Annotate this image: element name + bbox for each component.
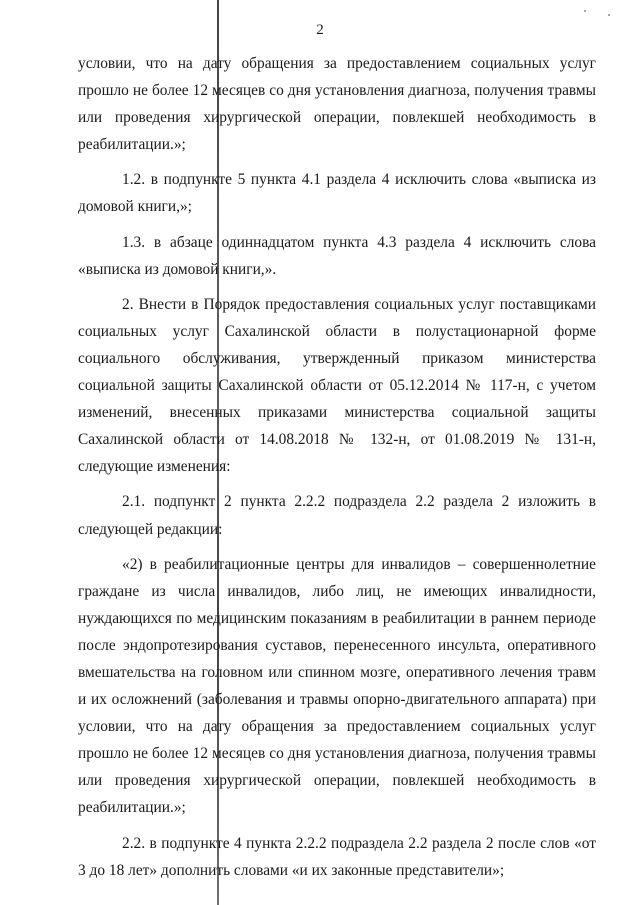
paragraph-1-3 xyxy=(78,229,596,283)
text-line: реабилитации.»; xyxy=(78,799,186,817)
text-line: социальной защиты Сахалинской области от 05.12.2014 № 117-н, с учетом xyxy=(78,377,596,395)
text-line: 2. Внести в Порядок предоставления социальных услуг поставщиками xyxy=(122,295,596,313)
text-line: следующей редакции: xyxy=(78,520,223,538)
text-line: 2.2. в подпункте 4 пункта 2.2.2 подраздела 2.2 раздела 2 после слов «от xyxy=(122,834,596,852)
text-line: или проведения хирургической операции, повлекшей необходимость в xyxy=(78,772,596,790)
text-line: социальных услуг Сахалинской области в полустационарной форме xyxy=(78,322,596,340)
text-line: 2.1. подпункт 2 пункта 2.2.2 подраздела 2.2 раздела 2 изложить в xyxy=(122,493,596,511)
text-line: «выписка из домовой книги,». xyxy=(78,260,277,278)
text-line: домовой книги,»; xyxy=(78,198,192,216)
paragraph-2-2 xyxy=(78,830,596,884)
text-line: вмешательства на головном или спинном мозге, оперативного лечения травм xyxy=(78,663,596,681)
text-line: прошло не более 12 месяцев со дня установления диагноза, получения травмы xyxy=(78,82,596,100)
paragraph-2 xyxy=(78,291,596,481)
text-line: «2) в реабилитационные центры для инвалидов – совершеннолетние xyxy=(122,555,596,573)
text-line: граждане из числа инвалидов, либо лиц, не имеющих инвалидности, xyxy=(78,582,596,600)
paragraph-1-2 xyxy=(78,166,596,220)
text-line: изменений, внесенных приказами министерства социальной защиты xyxy=(78,404,596,422)
text-line: условии, что на дату обращения за предоставлением социальных услуг xyxy=(78,55,596,72)
text-line: или проведения хирургической операции, повлекшей необходимость в xyxy=(78,109,596,127)
text-line: условии, что на дату обращения за предоставлением социальных услуг xyxy=(78,718,596,736)
page-number: 2 xyxy=(316,22,324,38)
text-line: социального обслуживания, утвержденный приказом министерства xyxy=(78,349,596,367)
text-line: после эндопротезирования суставов, перенесенного инсульта, оперативного xyxy=(78,636,596,654)
text-line: прошло не более 12 месяцев со дня установления диагноза, получения травмы xyxy=(78,745,596,763)
text-line: 1.2. в подпункте 5 пункта 4.1 раздела 4 исключить слова «выписка из xyxy=(122,171,596,189)
paragraph-2-1 xyxy=(78,488,596,542)
text-line: Сахалинской области от 14.08.2018 № 132-н, от 01.08.2019 № 131-н, xyxy=(78,431,596,449)
text-line: 3 до 18 лет» дополнить словами «и их законные представители»; xyxy=(78,861,505,879)
paragraph-1-continuation xyxy=(78,50,596,158)
text-line: нуждающихся по медицинским показаниям в реабилитации в раннем периоде xyxy=(78,609,596,627)
scan-artifact-dot xyxy=(584,10,586,12)
quoted-subparagraph-2 xyxy=(78,551,596,822)
document-body xyxy=(78,50,596,884)
text-line: 1.3. в абзаце одиннадцатом пункта 4.3 раздела 4 исключить слова xyxy=(122,233,596,251)
text-line: следующие изменения: xyxy=(78,458,231,476)
scan-artifact-dot xyxy=(608,14,610,16)
text-line: и их осложнений (заболевания и травмы опорно-двигательного аппарата) при xyxy=(78,691,596,709)
text-line: реабилитации.»; xyxy=(78,136,186,154)
